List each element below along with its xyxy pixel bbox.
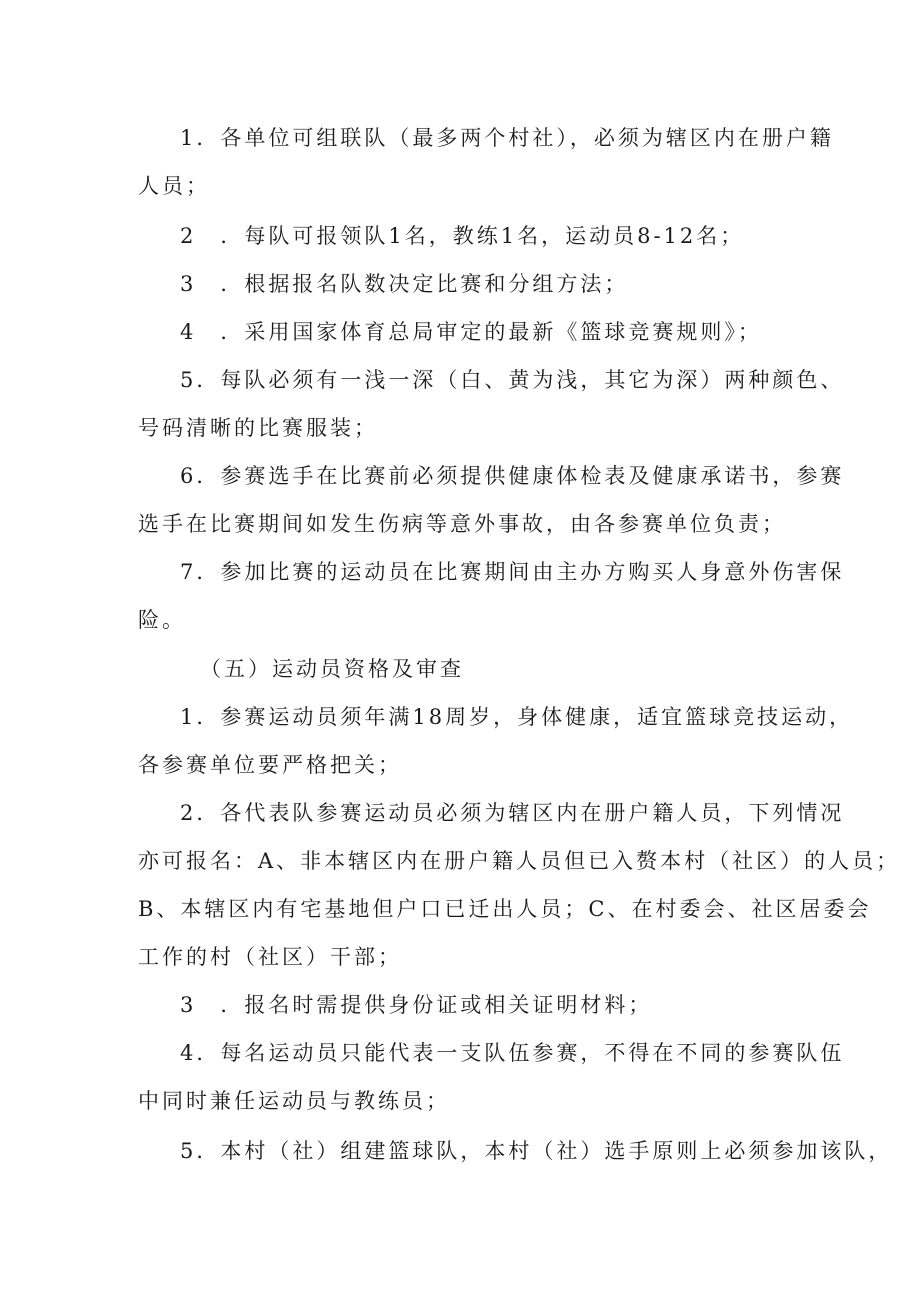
item-5-line-1: 5．每队必须有一浅一深（白、黄为浅，其它为深）两种颜色、 [180,368,845,392]
qual-item-2-line-4: 工作的村（社区）干部； [138,945,402,969]
qual-item-4-line-2: 中同时兼任运动员与教练员； [138,1089,450,1113]
item-6-line-1: 6．参赛选手在比赛前必须提供健康体检表及健康承诺书，参赛 [180,464,845,488]
item-1-line-1: 1．各单位可组联队（最多两个村社），必须为辖区内在册户籍 [180,126,834,150]
item-4-line-1: 4 ．采用国家体育总局审定的最新《篮球竞赛规则》； [180,320,762,344]
item-3-line-1: 3 ．根据报名队数决定比赛和分组方法； [180,272,629,296]
qual-item-4-line-1: 4．每名运动员只能代表一支队伍参赛，不得在不同的参赛队伍 [180,1041,845,1065]
qual-item-5-line-1: 5．本村（社）组建篮球队，本村（社）选手原则上必须参加该队， [180,1139,893,1163]
qual-item-2-line-2: 亦可报名：A、非本辖区内在册户籍人员但已入赘本村（社区）的人员； [138,849,901,873]
item-1-line-2: 人员； [138,174,210,198]
qual-item-1-line-1: 1．参赛运动员须年满18周岁，身体健康，适宜篮球竞技运动， [180,705,854,729]
qual-item-2-line-1: 2．各代表队参赛运动员必须为辖区内在册户籍人员，下列情况 [180,801,845,825]
item-6-line-2: 选手在比赛期间如发生伤病等意外事故，由各参赛单位负责； [138,512,786,536]
section-heading: （五）运动员资格及审查 [200,657,464,681]
qual-item-2-line-3: B、本辖区内有宅基地但户口已迁出人员；C、在村委会、社区居委会 [138,897,872,921]
item-5-line-2: 号码清晰的比赛服装； [138,416,378,440]
qual-item-3-line-1: 3 ．报名时需提供身份证或相关证明材料； [180,993,653,1017]
item-7-line-1: 7．参加比赛的运动员在比赛期间由主办方购买人身意外伤害保 [180,560,845,584]
qual-item-1-line-2: 各参赛单位要严格把关； [138,753,402,777]
item-7-line-2: 险。 [138,608,186,632]
item-2-line-1: 2 ．每队可报领队1名，教练1名，运动员8-12名； [180,224,745,248]
